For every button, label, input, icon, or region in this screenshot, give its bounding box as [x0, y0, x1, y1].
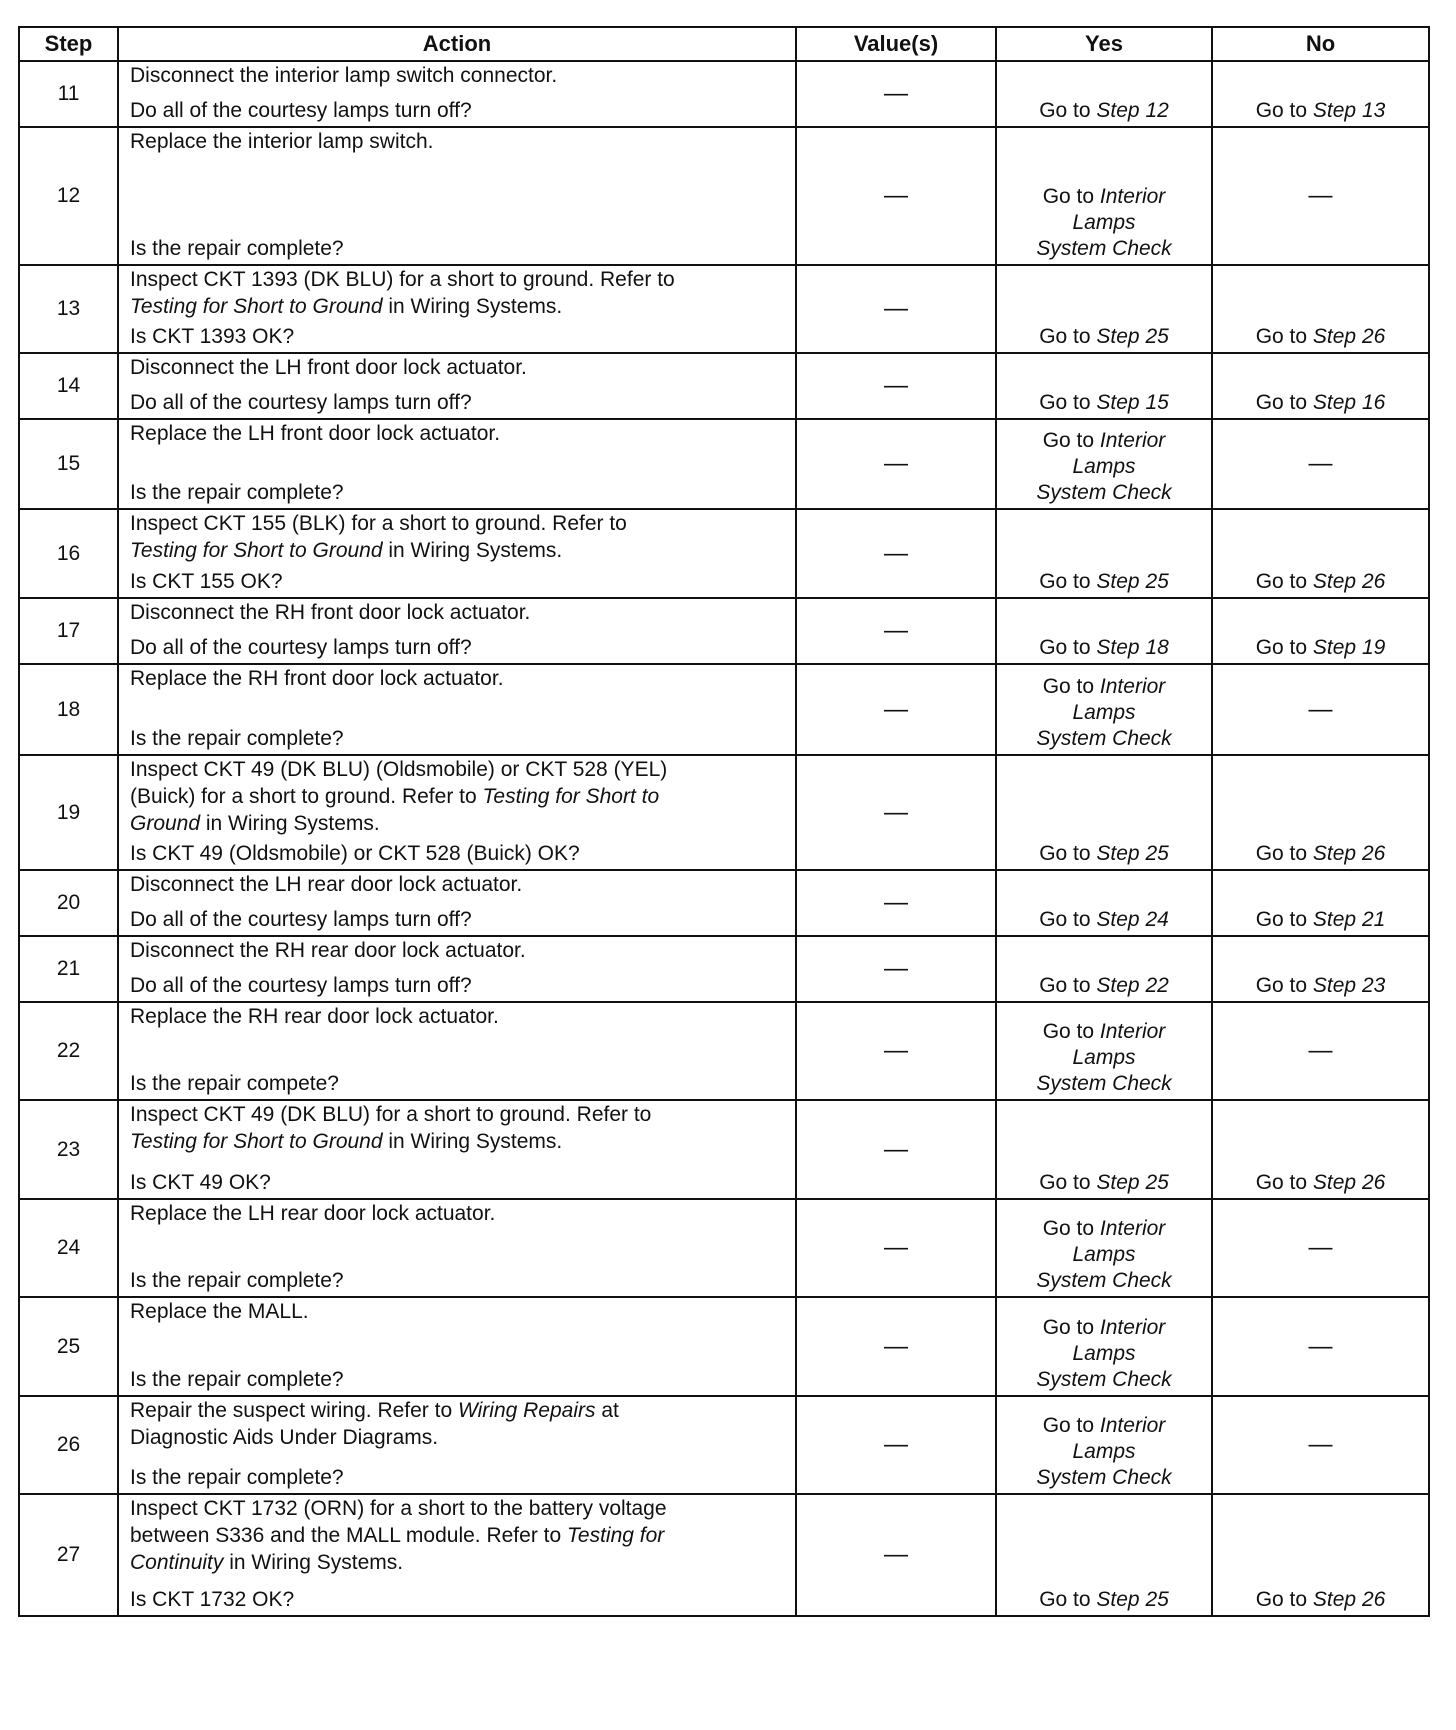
value-cell: —: [796, 598, 996, 664]
action-cell: [118, 265, 796, 353]
action-cell: [118, 598, 796, 664]
no-cell: —: [1212, 1199, 1429, 1297]
yes-cell: Go to Step 22: [996, 936, 1212, 1002]
table-row: [19, 1199, 1429, 1297]
no-cell: Go to Step 13: [1212, 61, 1429, 127]
yes-cell: Go to Step 12: [996, 61, 1212, 127]
action-question: Is CKT 1393 OK?: [130, 325, 295, 348]
step-number: 25: [19, 1297, 118, 1396]
step-number: 23: [19, 1100, 118, 1199]
step-number: 24: [19, 1199, 118, 1297]
action-text: Replace the LH front door lock actuator.: [130, 422, 501, 445]
yes-cell: Go to Step 25: [996, 1100, 1212, 1199]
diagnostic-table: [18, 26, 1428, 1617]
action-question: Is CKT 155 OK?: [130, 570, 283, 593]
action-text: Disconnect the LH rear door lock actuator.: [130, 873, 523, 896]
no-step-link: Step 13: [1312, 99, 1386, 122]
no-cell: Go to Step 26: [1212, 1100, 1429, 1199]
no-step-link: Step 26: [1312, 1171, 1386, 1194]
no-cell: Go to Step 26: [1212, 265, 1429, 353]
yes-cell: Go to Interior Lamps System Check: [996, 1002, 1212, 1100]
yes-step-link: Step 22: [1096, 974, 1169, 997]
action-text: Replace the MALL.: [130, 1300, 309, 1323]
action-text: Testing for Short to Ground in Wiring Systems.: [130, 295, 563, 318]
action-question: Is the repair complete?: [130, 1466, 344, 1489]
table-row: [19, 1002, 1429, 1100]
value-cell: —: [796, 936, 996, 1002]
action-text: Disconnect the RH rear door lock actuator.: [130, 939, 526, 962]
table-row: [19, 1297, 1429, 1396]
yes-step-link: Step 18: [1096, 636, 1169, 659]
value-cell: —: [796, 755, 996, 870]
step-number: 20: [19, 870, 118, 936]
yes-step-link: Step 25: [1096, 842, 1169, 865]
action-question: Is the repair complete?: [130, 1368, 344, 1391]
step-number: 17: [19, 598, 118, 664]
yes-step-link: Step 25: [1096, 325, 1169, 348]
table-row: [19, 1494, 1429, 1616]
value-cell: —: [796, 1494, 996, 1616]
action-question: Is the repair complete?: [130, 481, 344, 504]
yes-cell: Go to Step 25: [996, 509, 1212, 598]
action-cell: [118, 353, 796, 419]
table-row: [19, 265, 1429, 353]
action-cell: [118, 61, 796, 127]
no-step-link: Step 21: [1312, 908, 1386, 931]
no-cell: Go to Step 21: [1212, 870, 1429, 936]
action-cell: [118, 1396, 796, 1494]
action-cell: [118, 509, 796, 598]
action-question: Do all of the courtesy lamps turn off?: [130, 99, 472, 122]
step-number: 26: [19, 1396, 118, 1494]
step-number: 13: [19, 265, 118, 353]
action-question: Is the repair complete?: [130, 237, 344, 260]
table-row: [19, 353, 1429, 419]
value-cell: —: [796, 509, 996, 598]
action-cell: [118, 936, 796, 1002]
action-cell: [118, 664, 796, 755]
action-text: Inspect CKT 1732 (ORN) for a short to the battery voltage: [130, 1497, 667, 1520]
no-cell: Go to Step 23: [1212, 936, 1429, 1002]
action-text: Replace the RH rear door lock actuator.: [130, 1005, 499, 1028]
value-cell: —: [796, 1199, 996, 1297]
action-text: Continuity in Wiring Systems.: [130, 1551, 404, 1574]
no-cell: Go to Step 26: [1212, 509, 1429, 598]
no-cell: —: [1212, 664, 1429, 755]
value-cell: —: [796, 1297, 996, 1396]
yes-cell: Go to Interior Lamps System Check: [996, 419, 1212, 509]
yes-cell: Go to Step 25: [996, 755, 1212, 870]
header-action: Action: [118, 27, 796, 61]
action-question: Is the repair complete?: [130, 727, 344, 750]
action-text: Testing for Short to Ground in Wiring Systems.: [130, 1130, 563, 1153]
action-question: Is CKT 49 OK?: [130, 1171, 271, 1194]
yes-cell: Go to Step 25: [996, 1494, 1212, 1616]
action-question: Do all of the courtesy lamps turn off?: [130, 391, 472, 414]
action-text: Disconnect the interior lamp switch connector.: [130, 64, 558, 87]
action-cell: [118, 1002, 796, 1100]
action-question: Is CKT 1732 OK?: [130, 1588, 295, 1611]
action-cell: [118, 1494, 796, 1616]
action-question: Do all of the courtesy lamps turn off?: [130, 636, 472, 659]
no-cell: —: [1212, 127, 1429, 265]
yes-step-link: Step 25: [1096, 570, 1169, 593]
action-cell: [118, 1297, 796, 1396]
no-step-link: Step 26: [1312, 325, 1386, 348]
value-cell: —: [796, 1396, 996, 1494]
no-step-link: Step 26: [1312, 570, 1386, 593]
table-row: [19, 870, 1429, 936]
value-cell: —: [796, 61, 996, 127]
action-cell: [118, 1100, 796, 1199]
value-cell: —: [796, 419, 996, 509]
action-text: between S336 and the MALL module. Refer to Testing for: [130, 1524, 665, 1547]
value-cell: —: [796, 127, 996, 265]
yes-cell: Go to Interior Lamps System Check: [996, 664, 1212, 755]
action-cell: [118, 870, 796, 936]
step-number: 12: [19, 127, 118, 265]
action-cell: [118, 1199, 796, 1297]
yes-cell: Go to Interior Lamps System Check: [996, 1396, 1212, 1494]
action-text: Inspect CKT 49 (DK BLU) (Oldsmobile) or CKT 528 (YEL): [130, 758, 668, 781]
step-number: 16: [19, 509, 118, 598]
yes-cell: Go to Interior Lamps System Check: [996, 1199, 1212, 1297]
table-row: [19, 664, 1429, 755]
yes-cell: Go to Interior Lamps System Check: [996, 1297, 1212, 1396]
yes-cell: Go to Step 15: [996, 353, 1212, 419]
yes-cell: Go to Step 25: [996, 265, 1212, 353]
yes-step-link: Step 24: [1096, 908, 1169, 931]
no-cell: —: [1212, 419, 1429, 509]
step-number: 18: [19, 664, 118, 755]
action-cell: [118, 127, 796, 265]
action-question: Is the repair compete?: [130, 1072, 339, 1095]
table-row: [19, 61, 1429, 127]
no-cell: Go to Step 26: [1212, 755, 1429, 870]
table-row: [19, 598, 1429, 664]
table-row: [19, 1396, 1429, 1494]
action-text: Inspect CKT 1393 (DK BLU) for a short to ground. Refer to: [130, 268, 675, 291]
table-row: [19, 755, 1429, 870]
yes-cell: Go to Step 18: [996, 598, 1212, 664]
header-row: [19, 27, 1429, 61]
value-cell: —: [796, 353, 996, 419]
action-text: Inspect CKT 49 (DK BLU) for a short to ground. Refer to: [130, 1103, 652, 1126]
header-no: No: [1212, 27, 1429, 61]
no-step-link: Step 26: [1312, 842, 1386, 865]
action-text: Replace the LH rear door lock actuator.: [130, 1202, 496, 1225]
step-number: 19: [19, 755, 118, 870]
action-text: Inspect CKT 155 (BLK) for a short to ground. Refer to: [130, 512, 627, 535]
yes-cell: Go to Step 24: [996, 870, 1212, 936]
action-text: Ground in Wiring Systems.: [130, 812, 380, 835]
table-row: [19, 1100, 1429, 1199]
no-cell: —: [1212, 1396, 1429, 1494]
no-step-link: Step 26: [1312, 1588, 1386, 1611]
yes-step-link: Step 12: [1096, 99, 1169, 122]
action-question: Do all of the courtesy lamps turn off?: [130, 908, 472, 931]
no-step-link: Step 23: [1312, 974, 1386, 997]
action-cell: [118, 419, 796, 509]
header-step: Step: [19, 27, 118, 61]
yes-step-link: Step 25: [1096, 1588, 1169, 1611]
header-yes: Yes: [996, 27, 1212, 61]
table-row: [19, 936, 1429, 1002]
step-number: 22: [19, 1002, 118, 1100]
action-question: Is CKT 49 (Oldsmobile) or CKT 528 (Buick) OK?: [130, 842, 580, 865]
value-cell: —: [796, 265, 996, 353]
value-cell: —: [796, 1002, 996, 1100]
step-number: 27: [19, 1494, 118, 1616]
action-text: Disconnect the LH front door lock actuator.: [130, 356, 527, 379]
table-row: [19, 419, 1429, 509]
header-values: Value(s): [796, 27, 996, 61]
no-cell: Go to Step 19: [1212, 598, 1429, 664]
table-row: [19, 509, 1429, 598]
action-text: (Buick) for a short to ground. Refer to Testing for Short to: [130, 785, 660, 808]
action-text: Replace the interior lamp switch.: [130, 130, 434, 153]
no-cell: Go to Step 26: [1212, 1494, 1429, 1616]
action-text: Replace the RH front door lock actuator.: [130, 667, 504, 690]
step-number: 14: [19, 353, 118, 419]
yes-step-link: Step 25: [1096, 1171, 1169, 1194]
no-step-link: Step 19: [1312, 636, 1386, 659]
yes-step-link: Step 15: [1096, 391, 1169, 414]
no-cell: Go to Step 16: [1212, 353, 1429, 419]
value-cell: —: [796, 1100, 996, 1199]
action-text: Repair the suspect wiring. Refer to Wiring Repairs at: [130, 1399, 619, 1422]
step-number: 15: [19, 419, 118, 509]
value-cell: —: [796, 870, 996, 936]
step-number: 11: [19, 61, 118, 127]
action-cell: [118, 755, 796, 870]
action-text: Testing for Short to Ground in Wiring Systems.: [130, 539, 563, 562]
action-text: Disconnect the RH front door lock actuator.: [130, 601, 531, 624]
no-step-link: Step 16: [1312, 391, 1386, 414]
yes-cell: Go to Interior Lamps System Check: [996, 127, 1212, 265]
action-question: Do all of the courtesy lamps turn off?: [130, 974, 472, 997]
step-number: 21: [19, 936, 118, 1002]
no-cell: —: [1212, 1002, 1429, 1100]
action-text: Diagnostic Aids Under Diagrams.: [130, 1426, 439, 1449]
value-cell: —: [796, 664, 996, 755]
no-cell: —: [1212, 1297, 1429, 1396]
action-question: Is the repair complete?: [130, 1269, 344, 1292]
table-row: [19, 127, 1429, 265]
